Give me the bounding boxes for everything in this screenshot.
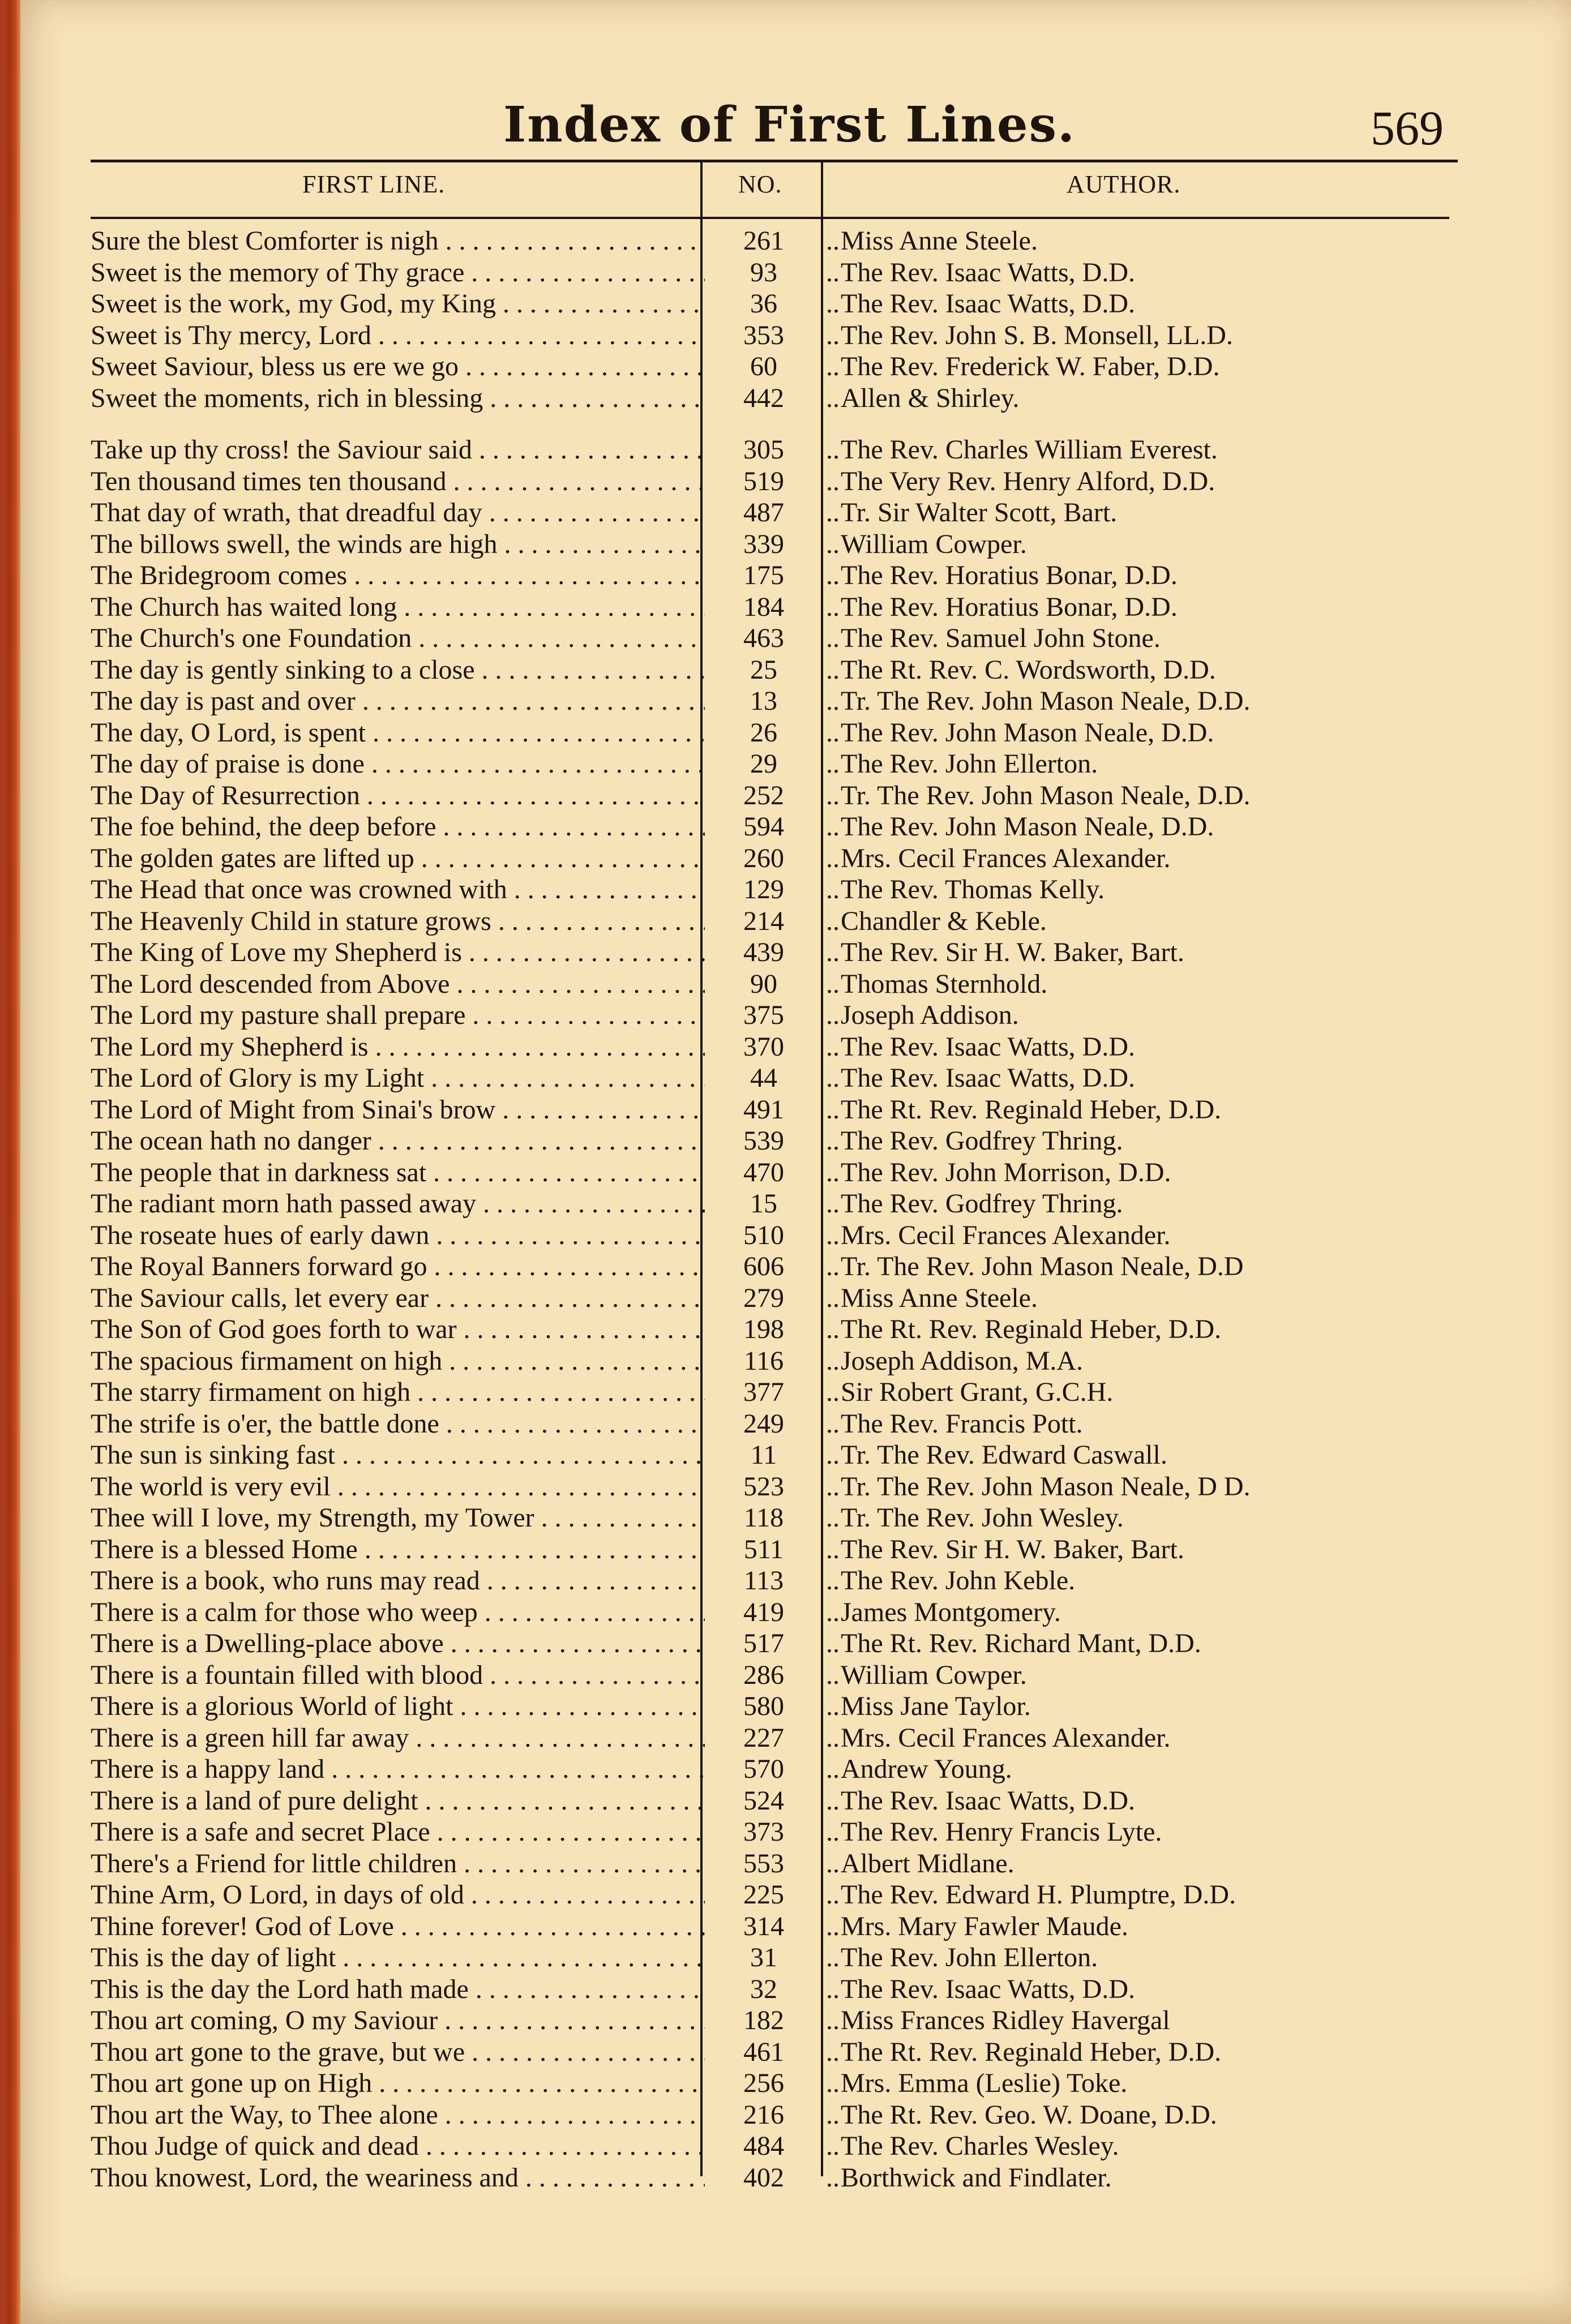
hymn-number: 260 (743, 843, 784, 873)
first-line-text: There is a Dwelling-place above . . . (91, 1628, 705, 1660)
author-text: .. Miss Anne Steele. (826, 225, 1038, 257)
hymn-number: 370 (743, 1031, 784, 1062)
hymn-number: 36 (750, 289, 777, 319)
table-row (8, 1942, 1571, 1974)
table-row (8, 748, 1571, 780)
author-text: .. Thomas Sternhold. (826, 968, 1047, 1000)
author-text: .. Sir Robert Grant, G.C.H. (826, 1377, 1113, 1408)
hymn-number: 60 (750, 351, 777, 381)
author-text: .. Mrs. Cecil Frances Alexander. (826, 1722, 1171, 1754)
author-text: .. Joseph Addison. (826, 1000, 1019, 1031)
table-row (8, 780, 1571, 812)
hymn-number: 524 (743, 1785, 784, 1816)
first-line-text: The Saviour calls, let every ear . . . (91, 1283, 705, 1314)
table-row (8, 1816, 1571, 1848)
hymn-number: 90 (750, 968, 777, 999)
author-text: .. Tr. The Rev. John Mason Neale, D.D. (826, 685, 1251, 717)
hymn-number: 175 (743, 560, 784, 590)
table-row (8, 1314, 1571, 1345)
table-row (8, 2005, 1571, 2036)
hymn-number: 419 (743, 1597, 784, 1627)
first-line-text: This is the day of light . . . (91, 1942, 705, 1974)
table-row (8, 2068, 1571, 2099)
author-text: .. James Montgomery. (826, 1597, 1061, 1628)
table-row (8, 1848, 1571, 1880)
hymn-number: 439 (743, 937, 784, 967)
table-row (8, 560, 1571, 591)
page-number: 569 (1371, 101, 1444, 155)
hymn-number: 13 (750, 686, 777, 716)
hymn-number: 15 (750, 1189, 777, 1219)
hymn-number: 594 (743, 812, 784, 842)
first-line-text: The world is very evil . . . (91, 1471, 705, 1503)
table-row (8, 351, 1571, 383)
table-row (8, 685, 1571, 717)
author-text: .. Tr. The Rev. John Mason Neale, D D. (826, 1471, 1251, 1503)
page-title: Index of First Lines. (503, 96, 1076, 153)
author-text: .. The Rev. Godfrey Thring. (826, 1188, 1123, 1220)
first-line-text: The people that in darkness sat . . . (91, 1157, 705, 1189)
first-line-text: The Head that once was crowned with . . . (91, 874, 705, 906)
table-row (8, 654, 1571, 686)
author-text: .. Joseph Addison, M.A. (826, 1345, 1083, 1377)
author-text: .. The Rt. Rev. Richard Mant, D.D. (826, 1628, 1201, 1660)
author-text: .. Miss Frances Ridley Havergal (826, 2005, 1170, 2036)
author-text: .. William Cowper. (826, 1660, 1027, 1691)
hymn-number: 353 (743, 320, 784, 350)
author-text: .. The Rev. Frederick W. Faber, D.D. (826, 351, 1219, 383)
hymn-number: 216 (743, 2099, 784, 2130)
first-line-text: There is a blessed Home . . . (91, 1534, 705, 1566)
hymn-number: 523 (743, 1471, 784, 1502)
author-text: .. The Rev. John Mason Neale, D.D. (826, 717, 1214, 749)
author-text: .. Mrs. Cecil Frances Alexander. (826, 843, 1171, 874)
hymn-number: 339 (743, 529, 784, 559)
first-line-text: There is a book, who runs may read . . . (91, 1565, 705, 1597)
hymn-number: 461 (743, 2036, 784, 2067)
table-row (8, 1879, 1571, 1911)
hymn-number: 442 (743, 383, 784, 413)
table-row (8, 1157, 1571, 1189)
table-row (8, 1691, 1571, 1722)
table-row (8, 591, 1571, 623)
table-row (8, 1031, 1571, 1063)
hymn-number: 256 (743, 2068, 784, 2098)
table-row (8, 2036, 1571, 2068)
author-text: .. The Rt. Rev. Geo. W. Doane, D.D. (826, 2099, 1217, 2131)
first-line-text: The Lord my Shepherd is . . . (91, 1031, 705, 1063)
author-text: .. The Rev. Samuel John Stone. (826, 623, 1161, 654)
author-text: .. The Rev. John Keble. (826, 1565, 1075, 1597)
author-text: .. The Rev. Henry Francis Lyte. (826, 1816, 1162, 1848)
hymn-number: 249 (743, 1408, 784, 1439)
hymn-number: 184 (743, 591, 784, 622)
first-line-text: The Day of Resurrection . . . (91, 780, 705, 812)
first-line-text: The ocean hath no danger . . . (91, 1125, 705, 1157)
column-header-first-line: FIRST LINE. (302, 170, 446, 198)
author-text: .. Tr. The Rev. Edward Caswall. (826, 1439, 1167, 1471)
hymn-number: 214 (743, 906, 784, 936)
table-row (8, 1502, 1571, 1534)
hymn-number: 511 (743, 1534, 784, 1564)
hymn-number: 539 (743, 1126, 784, 1156)
table-row (8, 225, 1571, 257)
table-row (8, 2099, 1571, 2131)
author-text: .. The Rev. Isaac Watts, D.D. (826, 1785, 1135, 1817)
first-line-text: The Lord my pasture shall prepare . . . (91, 1000, 705, 1031)
first-line-text: Thou art gone to the grave, but we . . . (91, 2036, 705, 2068)
author-text: .. Borthwick and Findlater. (826, 2162, 1112, 2194)
author-text: .. The Rev. Isaac Watts, D.D. (826, 1974, 1135, 2005)
first-line-text: There is a land of pure delight . . . (91, 1785, 705, 1817)
first-line-text: The radiant morn hath passed away . . . (91, 1188, 705, 1220)
author-text: .. The Rev. Isaac Watts, D.D. (826, 288, 1135, 320)
hymn-number: 377 (743, 1377, 784, 1407)
author-text: .. The Rev. Sir H. W. Baker, Bart. (826, 937, 1184, 968)
table-row (8, 1408, 1571, 1440)
hymn-number: 286 (743, 1660, 784, 1690)
hymn-number: 116 (743, 1345, 784, 1376)
author-text: .. The Rev. Francis Pott. (826, 1408, 1083, 1440)
table-row (8, 529, 1571, 560)
hymn-number: 182 (743, 2005, 784, 2035)
first-line-text: There is a happy land . . . (91, 1753, 705, 1785)
first-line-text: Sweet is the work, my God, my King . . . (91, 288, 705, 320)
hymn-number: 227 (743, 1722, 784, 1753)
author-text: .. Andrew Young. (826, 1753, 1012, 1785)
author-text: .. The Rev. Horatius Bonar, D.D. (826, 591, 1178, 623)
first-line-text: There is a safe and secret Place . . . (91, 1816, 705, 1848)
first-line-text: Thine forever! God of Love . . . (91, 1911, 705, 1943)
table-row (8, 1220, 1571, 1251)
first-line-text: The starry firmament on high . . . (91, 1377, 705, 1408)
hymn-number: 198 (743, 1314, 784, 1344)
table-row (8, 466, 1571, 498)
hymn-number: 305 (743, 435, 784, 465)
author-text: .. The Rt. Rev. Reginald Heber, D.D. (826, 1094, 1221, 1126)
table-row (8, 1439, 1571, 1471)
author-text: .. The Rev. Isaac Watts, D.D. (826, 1062, 1135, 1094)
table-row (8, 968, 1571, 1000)
first-line-text: Thee will I love, my Strength, my Tower . . . (91, 1502, 705, 1534)
author-text: .. The Rev. John S. B. Monsell, LL.D. (826, 320, 1233, 351)
table-row (8, 257, 1571, 289)
hymn-number: 402 (743, 2162, 784, 2193)
author-text: .. The Rev. John Ellerton. (826, 1942, 1098, 1974)
hymn-number: 118 (743, 1503, 784, 1533)
table-row (8, 288, 1571, 320)
author-text: .. The Rev. Isaac Watts, D.D. (826, 1031, 1135, 1063)
first-line-text: The Church's one Foundation . . . (91, 623, 705, 654)
author-text: .. Mrs. Cecil Frances Alexander. (826, 1220, 1171, 1251)
first-line-text: The day of praise is done . . . (91, 748, 705, 780)
table-row (8, 1660, 1571, 1691)
author-text: .. Miss Jane Taylor. (826, 1691, 1031, 1722)
hymn-number: 373 (743, 1817, 784, 1847)
first-line-text: The spacious firmament on high . . . (91, 1345, 705, 1377)
table-row (8, 2130, 1571, 2162)
hymn-number: 487 (743, 498, 784, 528)
table-row (8, 1974, 1571, 2005)
first-line-text: The day, O Lord, is spent . . . (91, 717, 705, 749)
hymn-number: 553 (743, 1848, 784, 1879)
first-line-text: Sweet the moments, rich in blessing . . . (91, 383, 705, 414)
column-header-number: NO. (738, 170, 782, 198)
hymn-number: 510 (743, 1220, 784, 1250)
table-row (8, 906, 1571, 937)
table-row (8, 937, 1571, 968)
author-text: .. The Rev. Horatius Bonar, D.D. (826, 560, 1178, 591)
table-row (8, 1471, 1571, 1503)
author-text: .. The Rev. John Ellerton. (826, 748, 1098, 780)
hymn-number: 491 (743, 1094, 784, 1125)
table-row (8, 1753, 1571, 1785)
author-text: .. The Rev. Thomas Kelly. (826, 874, 1105, 906)
author-text: .. Allen & Shirley. (826, 383, 1020, 414)
first-line-text: There's a Friend for little children . . . (91, 1848, 705, 1880)
first-line-text: The strife is o'er, the battle done . . . (91, 1408, 705, 1440)
hymn-number: 279 (743, 1283, 784, 1313)
hymn-number: 580 (743, 1691, 784, 1721)
first-line-text: Thou art gone up on High . . . (91, 2068, 705, 2099)
table-row (8, 383, 1571, 414)
first-line-text: The Royal Banners forward go . . . (91, 1251, 705, 1283)
table-row (8, 1628, 1571, 1660)
first-line-text: The golden gates are lifted up . . . (91, 843, 705, 874)
first-line-text: This is the day the Lord hath made . . . (91, 1974, 705, 2005)
first-line-text: There is a fountain filled with blood . . . (91, 1660, 705, 1691)
section-gap (8, 414, 1571, 434)
hymn-number: 606 (743, 1251, 784, 1281)
author-text: .. The Rev. Edward H. Plumptre, D.D. (826, 1879, 1236, 1911)
hymn-number: 261 (743, 226, 784, 256)
author-text: .. The Very Rev. Henry Alford, D.D. (826, 466, 1215, 498)
author-text: .. Tr. The Rev. John Mason Neale, D.D (826, 1251, 1244, 1283)
author-text: .. The Rev. Charles William Everest. (826, 434, 1218, 466)
first-line-text: The sun is sinking fast . . . (91, 1439, 705, 1471)
header-rule (91, 160, 1458, 162)
author-text: .. The Rev. John Morrison, D.D. (826, 1157, 1171, 1189)
table-row (8, 717, 1571, 749)
table-row (8, 1565, 1571, 1597)
first-line-text: The Bridegroom comes . . . (91, 560, 705, 591)
first-line-text: The King of Love my Shepherd is . . . (91, 937, 705, 968)
hymn-number: 225 (743, 1880, 784, 1910)
index-table (8, 225, 1571, 2193)
first-line-text: Sweet Saviour, bless us ere we go . . . (91, 351, 705, 383)
table-row (8, 434, 1571, 466)
author-text: .. Tr. The Rev. John Mason Neale, D.D. (826, 780, 1251, 812)
author-text: .. William Cowper. (826, 529, 1027, 560)
hymn-number: 32 (750, 1974, 777, 2004)
table-row (8, 1094, 1571, 1126)
first-line-text: The Son of God goes forth to war . . . (91, 1314, 705, 1345)
first-line-text: Thou art coming, O my Saviour . . . (91, 2005, 705, 2036)
first-line-text: The Heavenly Child in stature grows . . . (91, 906, 705, 937)
table-row (8, 874, 1571, 906)
author-text: .. The Rt. Rev. Reginald Heber, D.D. (826, 2036, 1221, 2068)
table-row (8, 1251, 1571, 1283)
table-row (8, 1283, 1571, 1314)
column-header-rule (91, 217, 1449, 219)
first-line-text: Thine Arm, O Lord, in days of old . . . (91, 1879, 705, 1911)
first-line-text: The Lord of Might from Sinai's brow . . . (91, 1094, 705, 1126)
author-text: .. Chandler & Keble. (826, 906, 1047, 937)
first-line-text: Thou art the Way, to Thee alone . . . (91, 2099, 705, 2131)
hymn-number: 129 (743, 874, 784, 904)
hymn-number: 25 (750, 654, 777, 685)
table-row (8, 1911, 1571, 1943)
first-line-text: Take up thy cross! the Saviour said . . . (91, 434, 705, 466)
first-line-text: There is a green hill far away . . . (91, 1722, 705, 1754)
hymn-number: 113 (743, 1566, 784, 1596)
book-page (8, 0, 1571, 2324)
author-text: .. The Rt. Rev. Reginald Heber, D.D. (826, 1314, 1221, 1345)
author-text: .. The Rev. Godfrey Thring. (826, 1125, 1123, 1157)
first-line-text: The Church has waited long . . . (91, 591, 705, 623)
author-text: .. Tr. Sir Walter Scott, Bart. (826, 497, 1117, 529)
first-line-text: The foe behind, the deep before . . . (91, 811, 705, 843)
first-line-text: That day of wrath, that dreadful day . . . (91, 497, 705, 529)
author-text: .. Albert Midlane. (826, 1848, 1014, 1880)
table-row (8, 1722, 1571, 1754)
author-text: .. The Rev. Sir H. W. Baker, Bart. (826, 1534, 1184, 1566)
table-row (8, 1125, 1571, 1157)
hymn-number: 375 (743, 1000, 784, 1030)
table-row (8, 1597, 1571, 1628)
hymn-number: 519 (743, 466, 784, 496)
author-text: .. Mrs. Mary Fawler Maude. (826, 1911, 1128, 1943)
table-row (8, 497, 1571, 529)
hymn-number: 11 (750, 1440, 777, 1470)
author-text: .. The Rev. Isaac Watts, D.D. (826, 257, 1135, 289)
hymn-number: 463 (743, 623, 784, 653)
table-row (8, 1345, 1571, 1377)
first-line-text: The roseate hues of early dawn . . . (91, 1220, 705, 1251)
hymn-number: 93 (750, 257, 777, 288)
first-line-text: Thou Judge of quick and dead . . . (91, 2130, 705, 2162)
author-text: .. The Rev. Charles Wesley. (826, 2130, 1119, 2162)
author-text: .. Mrs. Emma (Leslie) Toke. (826, 2068, 1127, 2099)
first-line-text: The Lord of Glory is my Light . . . (91, 1062, 705, 1094)
author-text: .. The Rev. John Mason Neale, D.D. (826, 811, 1214, 843)
hymn-number: 44 (750, 1063, 777, 1093)
author-text: .. Miss Anne Steele. (826, 1283, 1038, 1314)
first-line-text: Sweet is Thy mercy, Lord . . . (91, 320, 705, 351)
hymn-number: 484 (743, 2131, 784, 2161)
table-row (8, 1534, 1571, 1566)
first-line-text: The Lord descended from Above . . . (91, 968, 705, 1000)
table-row (8, 811, 1571, 843)
first-line-text: The billows swell, the winds are high . . . (91, 529, 705, 560)
first-line-text: Sweet is the memory of Thy grace . . . (91, 257, 705, 289)
table-row (8, 1000, 1571, 1031)
hymn-number: 252 (743, 780, 784, 811)
first-line-text: The day is gently sinking to a close . . . (91, 654, 705, 686)
table-row (8, 623, 1571, 654)
first-line-text: Thou knowest, Lord, the weariness and . . . (91, 2162, 705, 2194)
hymn-number: 29 (750, 749, 777, 779)
first-line-text: There is a calm for those who weep . . . (91, 1597, 705, 1628)
hymn-number: 31 (750, 1943, 777, 1973)
table-row (8, 1062, 1571, 1094)
author-text: .. Tr. The Rev. John Wesley. (826, 1502, 1124, 1534)
author-text: .. The Rt. Rev. C. Wordsworth, D.D. (826, 654, 1216, 686)
table-row (8, 1188, 1571, 1220)
table-row (8, 1785, 1571, 1817)
hymn-number: 26 (750, 717, 777, 748)
column-header-author: AUTHOR. (1067, 170, 1181, 198)
table-row (8, 843, 1571, 874)
table-row (8, 320, 1571, 351)
table-row (8, 2162, 1571, 2194)
table-row (8, 1377, 1571, 1408)
first-line-text: Ten thousand times ten thousand . . . (91, 466, 705, 498)
first-line-text: The day is past and over . . . (91, 685, 705, 717)
hymn-number: 517 (743, 1628, 784, 1658)
first-line-text: There is a glorious World of light . . . (91, 1691, 705, 1722)
hymn-number: 470 (743, 1157, 784, 1187)
hymn-number: 314 (743, 1911, 784, 1941)
hymn-number: 570 (743, 1754, 784, 1784)
first-line-text: Sure the blest Comforter is nigh . . . (91, 225, 705, 257)
